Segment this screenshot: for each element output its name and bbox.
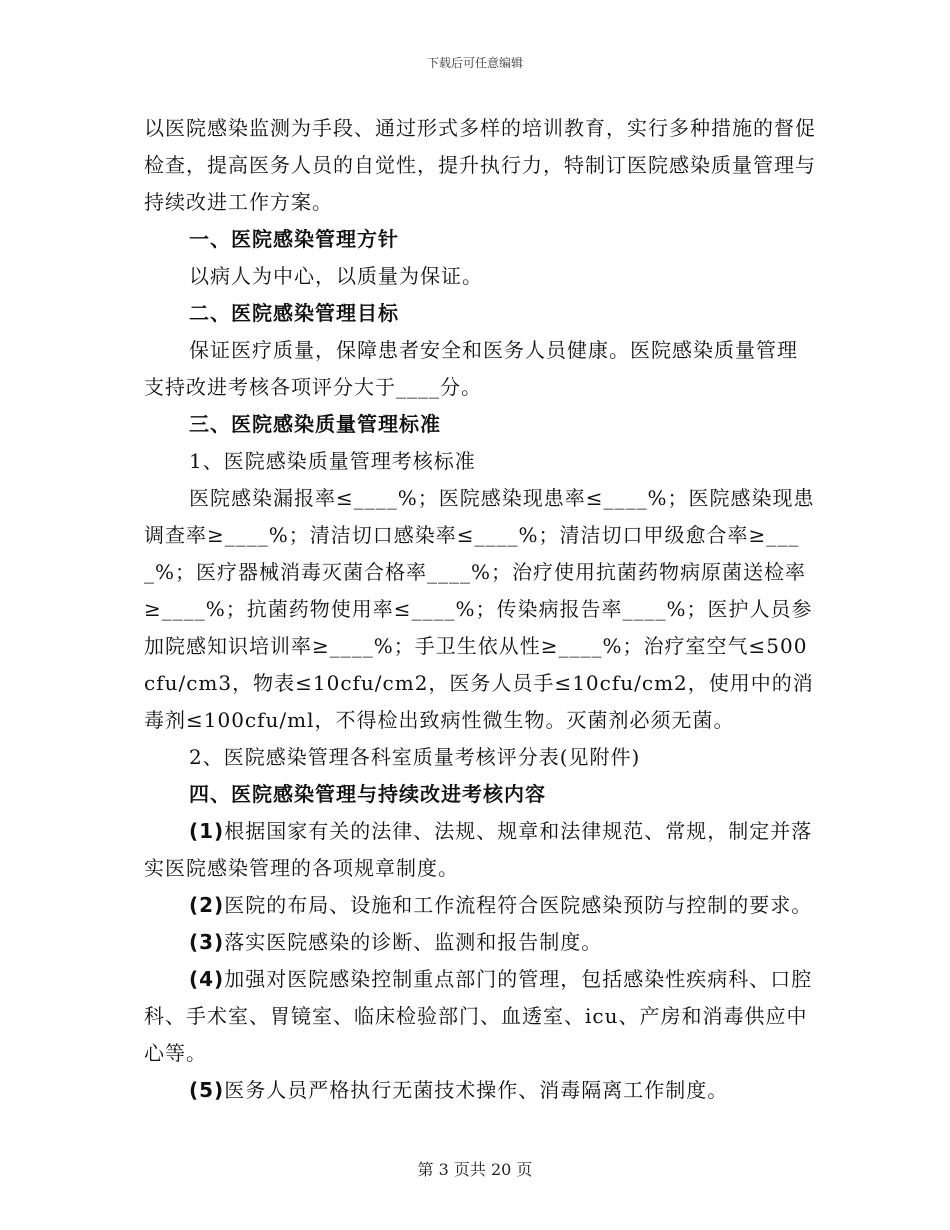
section-1-text: 以病人为中心，以质量为保证。 bbox=[189, 264, 483, 288]
section-2-text: 保证医疗质量，保障患者安全和医务人员健康。医院感染质量管理支持改进考核各项评分大于____分。 bbox=[144, 338, 798, 399]
list-item-number: (2) bbox=[189, 893, 225, 917]
list-item bbox=[144, 1072, 816, 1109]
list-item bbox=[144, 887, 816, 924]
list-item bbox=[144, 924, 816, 961]
list-item-number: (4) bbox=[189, 967, 225, 991]
intro-paragraph: 以医院感染监测为手段、通过形式多样的培训教育，实行多种措施的督促检查，提高医务人员的自觉性，提升执行力，特制订医院感染质量管理与持续改进工作方案。 bbox=[144, 116, 816, 214]
document-body bbox=[144, 110, 816, 1109]
list-item bbox=[144, 961, 816, 1072]
list-item-text: 医务人员严格执行无菌技术操作、消毒隔离工作制度。 bbox=[224, 1078, 729, 1102]
section-3-item-1: 1、医院感染质量管理考核标准 bbox=[189, 449, 476, 473]
list-item-text: 医院的布局、设施和工作流程符合医院感染预防与控制的要求。 bbox=[224, 893, 813, 917]
list-item-text: 根据国家有关的法律、法规、规章和法律规范、常规，制定并落实医院感染管理的各项规章制度。 bbox=[144, 819, 813, 880]
section-2-heading: 二、医院感染管理目标 bbox=[189, 301, 399, 325]
page-header-note: 下载后可任意编辑 bbox=[426, 56, 523, 70]
section-3-heading: 三、医院感染质量管理标准 bbox=[189, 412, 441, 436]
list-item-text: 加强对医院感染控制重点部门的管理，包括感染性疾病科、口腔科、手术室、胃镜室、临床检验部门、血透室、icu、产房和消毒供应中心等。 bbox=[144, 967, 813, 1065]
section-4-heading: 四、医院感染管理与持续改进考核内容 bbox=[189, 782, 546, 806]
list-item-number: (1) bbox=[189, 819, 225, 843]
section-3-item-2: 2、医院感染管理各科室质量考核评分表(见附件) bbox=[189, 745, 641, 769]
list-item-number: (5) bbox=[189, 1078, 225, 1102]
page-number: 第 3 页共 20 页 bbox=[417, 1160, 533, 1179]
list-item-text: 落实医院感染的诊断、监测和报告制度。 bbox=[224, 930, 603, 954]
list-item-number: (3) bbox=[189, 930, 225, 954]
section-1-heading: 一、医院感染管理方针 bbox=[189, 227, 399, 251]
section-3-item-1-text: 医院感染漏报率≤____%；医院感染现患率≤____%；医院感染现患调查率≥____%；清洁切口感染率≤____%；清洁切口甲级愈合率≥____%；医疗器械消毒灭菌合格率____%；治疗使用抗菌药物病原菌送检率≥____%；抗菌药物使用率≤____%；传染病报告率____%；医护人员参加院感知识培训率≥____%；手卫生依从性≥____%；治疗室空气≤500cfu/cm3，物表≤10cfu/cm2，医务人员手≤10cfu/cm2，使用中的消毒剂≤100cfu/ml，不得检出致病性微生物。灭菌剂必须无菌。 bbox=[144, 486, 815, 732]
list-item bbox=[144, 813, 816, 887]
